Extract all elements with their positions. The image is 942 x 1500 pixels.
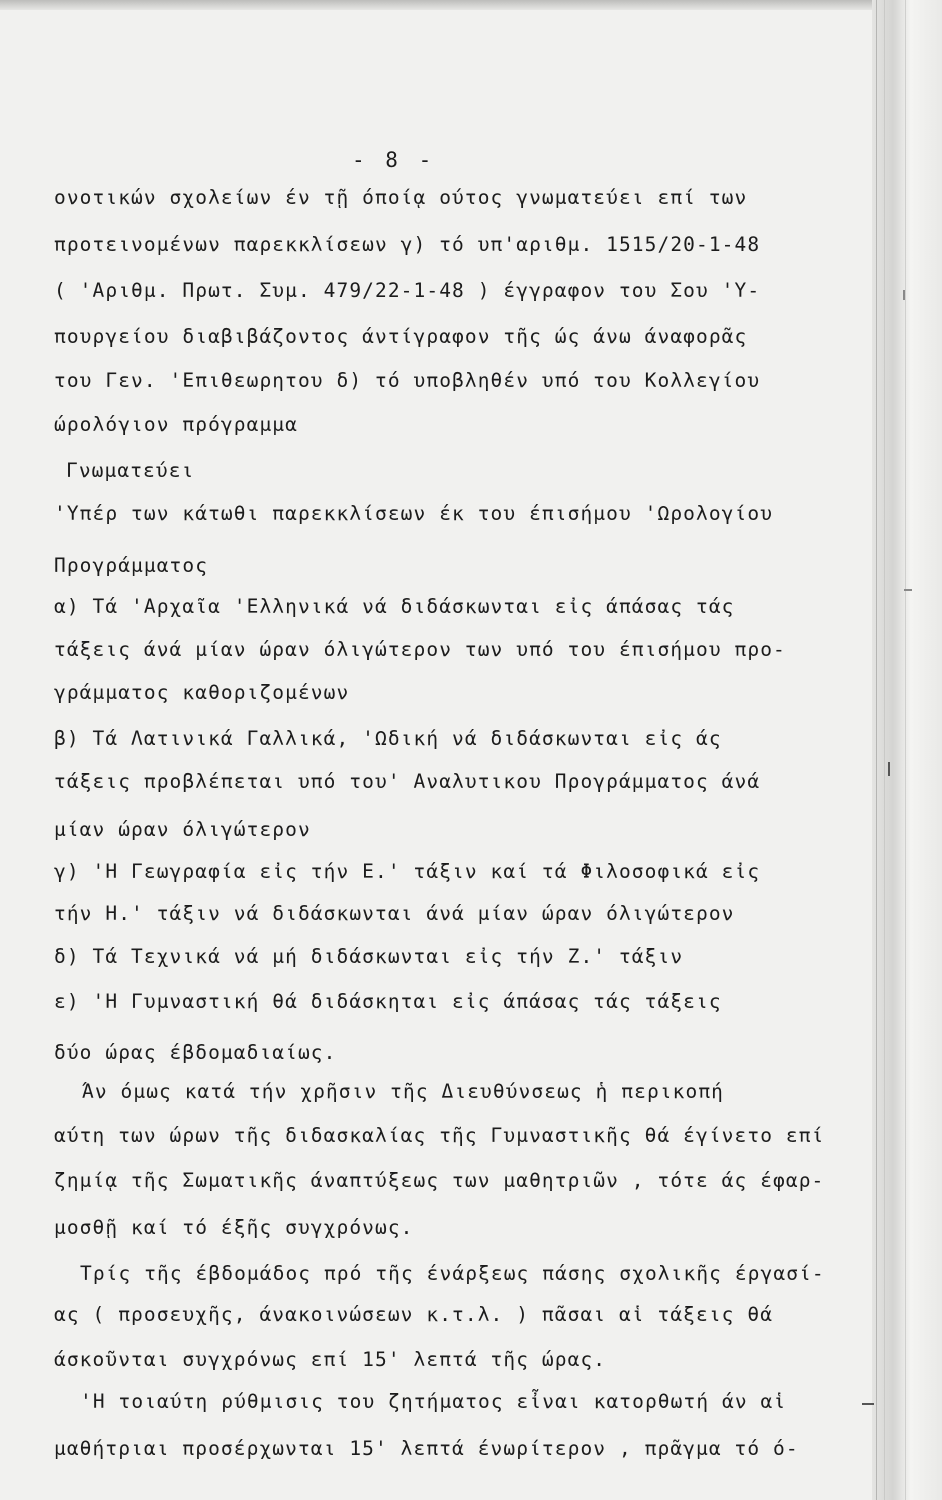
text-line: Γνωματεύει xyxy=(66,459,195,482)
text-line: δ) Τά Τεχνικά νά μή διδάσκωνται εἰς τήν Ζ.' τάξιν xyxy=(54,945,684,968)
text-line: γ) 'Η Γεωγραφία εἰς τήν Ε.' τάξιν καί τά Φιλοσοφικά εἰς xyxy=(54,860,761,883)
text-line: Άν όμως κατά τήν χρῆσιν τῆς Διευθύνσεως ἡ περικοπή xyxy=(82,1080,724,1103)
scan-top-edge xyxy=(0,0,942,10)
text-line: άσκοῦνται συγχρόνως επί 15' λεπτά τῆς ώρας. xyxy=(54,1348,607,1371)
text-line: μαθήτριαι προσέρχωνται 15' λεπτά ένωρίτερον , πρᾶγμα τό ό- xyxy=(54,1437,799,1460)
gutter-line xyxy=(905,0,906,1500)
gutter-line xyxy=(876,0,877,1500)
margin-mark xyxy=(862,1403,874,1405)
margin-mark xyxy=(903,290,905,300)
text-line: μοσθῇ καί τό έξῆς συγχρόνως. xyxy=(54,1216,414,1239)
margin-mark xyxy=(904,589,912,591)
text-line: ας ( προσευχῆς, άνακοινώσεων κ.τ.λ. ) πᾶσαι αἱ τάξεις θά xyxy=(54,1303,774,1326)
text-line: αύτη των ώρων τῆς διδασκαλίας τῆς Γυμναστικῆς θά έγίνετο επί xyxy=(54,1124,825,1147)
text-line: Προγράμματος xyxy=(54,554,209,577)
text-line: προτεινομένων παρεκκλίσεων γ) τό υπ'αριθμ. 1515/20-1-48 xyxy=(54,233,761,256)
text-line: 'Υπέρ των κάτωθι παρεκκλίσεων έκ του έπισήμου 'Ωρολογίου xyxy=(54,502,774,525)
text-line: β) Τά Λατινικά Γαλλικά, 'Ωδική νά διδάσκωνται εἰς άς xyxy=(54,727,722,750)
text-line: του Γεν. 'Επιθεωρητου δ) τό υποβληθέν υπό του Κολλεγίου xyxy=(54,369,761,392)
text-line: γράμματος καθοριζομένων xyxy=(54,681,350,704)
text-line: ( 'Αριθμ. Πρωτ. Συμ. 479/22-1-48 ) έγγραφον του Σου 'Υ- xyxy=(54,279,761,302)
text-line: Τρίς τῆς έβδομάδος πρό τῆς ένάρξεως πάσης σχολικῆς έργασί- xyxy=(80,1262,825,1285)
text-line: δύο ώρας έβδομαδιαίως. xyxy=(54,1041,337,1064)
text-line: τάξεις άνά μίαν ώραν όλιγώτερον των υπό του έπισήμου προ- xyxy=(54,638,786,661)
binding-gutter xyxy=(872,0,942,1500)
text-line: ώρολόγιον πρόγραμμα xyxy=(54,413,298,436)
text-line: α) Τά 'Αρχαῖα 'Ελληνικά νά διδάσκωνται εἰς άπάσας τάς xyxy=(54,595,735,618)
text-line: μίαν ώραν όλιγώτερον xyxy=(54,818,311,841)
text-line: ζημίᾳ τῆς Σωματικῆς άναπτύξεως των μαθητριῶν , τότε άς έφαρ- xyxy=(54,1169,825,1192)
page-number: - 8 - xyxy=(352,148,436,172)
text-line: ονοτικών σχολείων έν τῇ όποίᾳ ούτος γνωματεύει επί των xyxy=(54,186,748,209)
margin-mark xyxy=(888,762,890,776)
text-line: 'Η τοιαύτη ρύθμισις του ζητήματος εἶναι κατορθωτή άν αἱ xyxy=(80,1390,787,1413)
text-line: πουργείου διαβιβάζοντος άντίγραφον τῆς ώς άνω άναφορᾶς xyxy=(54,325,748,348)
text-line: τήν Η.' τάξιν νά διδάσκωνται άνά μίαν ώραν όλιγώτερον xyxy=(54,902,735,925)
text-line: ε) 'Η Γυμναστική θά διδάσκηται εἰς άπάσας τάς τάξεις xyxy=(54,990,722,1013)
gutter-line xyxy=(884,0,885,1500)
text-line: τάξεις προβλέπεται υπό του' Αναλυτικου Προγράμματος άνά xyxy=(54,770,761,793)
